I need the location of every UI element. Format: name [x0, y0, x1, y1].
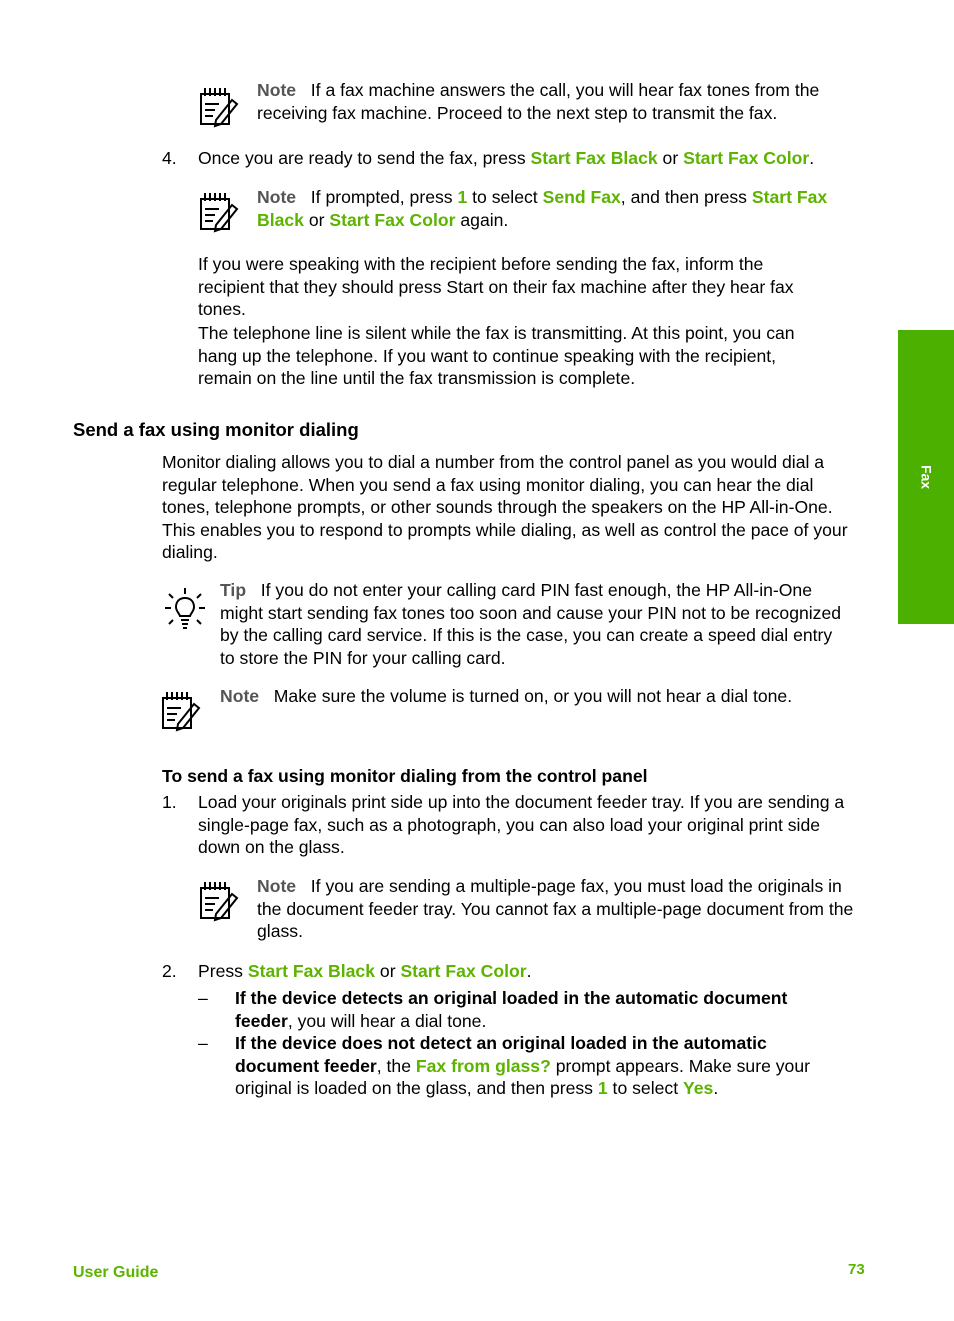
- step-2-text: Press Start Fax Black or Start Fax Color.: [198, 961, 532, 981]
- dash-bullet: –: [198, 988, 208, 1008]
- page-number: 73: [848, 1261, 865, 1278]
- note-icon: [160, 688, 202, 732]
- note-2: Note If prompted, press 1 to select Send Fax, and then press Start Fax Black or Start Fax Color again.: [257, 187, 828, 230]
- step-number: 1.: [162, 792, 177, 812]
- chapter-tab-label: Fax: [918, 464, 935, 490]
- procedure-heading: To send a fax using monitor dialing from the control panel: [162, 766, 648, 786]
- step-number: 2.: [162, 961, 177, 981]
- yes-key: Yes: [682, 1078, 714, 1098]
- note-label: Note: [257, 876, 297, 896]
- key-1: 1: [457, 187, 468, 207]
- footer-title: User Guide: [73, 1264, 159, 1281]
- note-label: Note: [220, 686, 260, 706]
- paragraph-telephone-silent: The telephone line is silent while the fax is transmitting. At this point, you can hang up the telephone. If you want to continue speaking with the recipient, remain on the line until the fax transmission is complete.: [198, 323, 795, 388]
- start-fax-color-key: Start Fax Color: [683, 148, 810, 168]
- key-1: 1: [597, 1078, 608, 1098]
- chapter-side-tab: [898, 330, 954, 624]
- intro-paragraph: Monitor dialing allows you to dial a number from the control panel as you would dial a regular telephone. When you send a fax using monitor dialing, you can hear the dial tones, telephone prompts, or other sounds through the speakers on the HP All-in-One. This enables you to respond to prompts while dialing, as well as control the pace of your dialing.: [162, 452, 848, 562]
- fax-from-glass-prompt: Fax from glass?: [415, 1055, 551, 1076]
- note-label: Note: [257, 187, 297, 207]
- dash-bullet: –: [198, 1033, 208, 1053]
- step-4-text: Once you are ready to send the fax, press Start Fax Black or Start Fax Color.: [198, 148, 815, 168]
- bullet-1-text: If the device detects an original loaded in the automatic document feeder, you will hear a dial tone.: [235, 988, 788, 1031]
- note-icon: [198, 84, 240, 128]
- start-fax-black-key: Start Fax Black: [530, 148, 658, 168]
- tip-label: Tip: [220, 580, 247, 600]
- start-fax-color-key: Start Fax Color: [329, 209, 456, 230]
- start-fax-black-key: Start Fax Black: [257, 187, 828, 230]
- step-number: 4.: [162, 148, 177, 168]
- section-heading: Send a fax using monitor dialing: [73, 419, 359, 440]
- note-3: Note Make sure the volume is turned on, or you will not hear a dial tone.: [220, 686, 793, 706]
- note-label: Note: [257, 80, 297, 100]
- tip-block: Tip If you do not enter your calling card PIN fast enough, the HP All-in-One might start sending fax tones too soon and cause your PIN not to be recognized by the calling card service. If this is the case, you can create a speed dial entry to store the PIN for your calling card.: [220, 580, 842, 668]
- note-icon: [198, 189, 240, 233]
- send-fax-key: Send Fax: [542, 187, 621, 207]
- note-icon: [198, 878, 240, 922]
- note-4: Note If you are sending a multiple-page fax, you must load the originals in the document feeder tray. You cannot fax a multiple-page document from the glass.: [257, 876, 854, 941]
- note-1: [257, 79, 857, 124]
- start-fax-black-key: Start Fax Black: [247, 961, 376, 981]
- lightbulb-icon: [163, 584, 207, 632]
- start-fax-color-key: Start Fax Color: [400, 961, 527, 981]
- paragraph-inform-recipient: If you were speaking with the recipient before sending the fax, inform the recipient that they should press Start on their fax machine after they hear fax tones.: [198, 254, 794, 319]
- step-1-text: Load your originals print side up into the document feeder tray. If you are sending a single-page fax, such as a photograph, you can also load your original print side down on the glass.: [198, 792, 845, 857]
- bullet-2-text: If the device does not detect an original loaded in the automatic document feeder, the Fax from glass? prompt appears. Make sure your original is loaded on the glass, and then press 1 to select Yes.: [235, 1033, 810, 1098]
- note-text: If a fax machine answers the call, you will hear fax tones from the receiving fax machine. Proceed to the next step to transmit the fax.: [257, 80, 820, 123]
